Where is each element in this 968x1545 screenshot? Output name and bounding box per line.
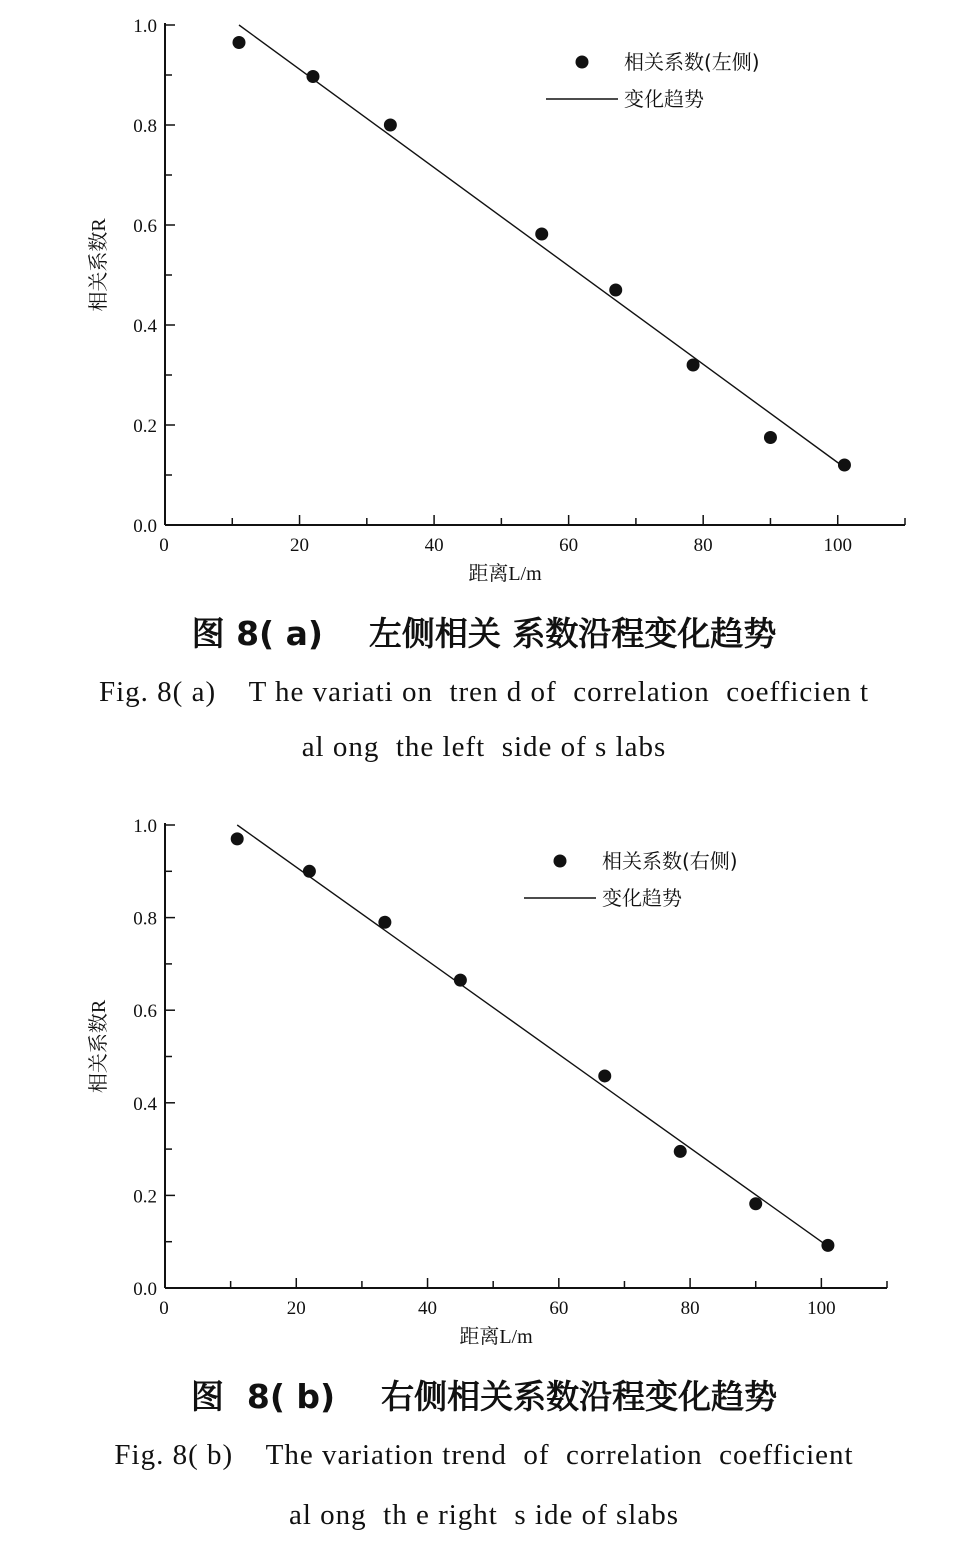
x-tick-label: 100	[807, 1298, 836, 1319]
figure-8a	[0, 0, 968, 772]
data-point	[674, 1145, 687, 1158]
data-point	[687, 359, 700, 372]
x-axis-title: 距离L/m	[468, 563, 542, 585]
caption-chinese: 图 8( b) 右侧相关系数沿程变化趋势	[190, 1377, 778, 1416]
x-axis-title: 距离L/m	[459, 1326, 533, 1348]
y-tick-label: 0.6	[133, 216, 157, 237]
data-point	[384, 119, 397, 132]
x-tick-label: 20	[290, 535, 310, 556]
data-point	[598, 1069, 611, 1082]
y-tick-label: 0.2	[133, 416, 157, 437]
caption-english-line1: Fig. 8( b) The variation trend of correlation coefficient	[114, 1439, 854, 1471]
data-point	[307, 70, 320, 83]
x-tick-label: 40	[424, 535, 444, 556]
y-tick-label: 0.8	[133, 116, 157, 137]
legend-label-line: 变化趋势	[624, 87, 704, 111]
data-point	[764, 431, 777, 444]
y-tick-label: 1.0	[133, 16, 157, 37]
y-tick-label: 0.0	[133, 516, 157, 537]
x-tick-label: 0	[159, 535, 169, 556]
y-tick-label: 0.6	[133, 1001, 157, 1023]
caption-chinese: 图 8( a) 左侧相关 系数沿程变化趋势	[191, 614, 777, 653]
x-tick-label: 40	[418, 1298, 438, 1319]
y-tick-label: 1.0	[133, 816, 157, 837]
y-tick-label: 0.4	[133, 316, 157, 337]
x-tick-label: 80	[680, 1298, 700, 1319]
legend-label-line: 变化趋势	[602, 886, 682, 910]
x-tick-label: 60	[549, 1298, 569, 1319]
data-point	[454, 974, 467, 987]
caption-english-line2: al ong the left side of s labs	[301, 731, 667, 763]
chart-right-side	[0, 800, 968, 1360]
data-point	[838, 459, 851, 472]
legend-marker-points	[576, 56, 589, 69]
y-axis-title: 相关系数R	[88, 218, 110, 312]
figure-8b	[0, 800, 968, 1545]
trend-line	[237, 825, 828, 1246]
x-tick-label: 100	[823, 535, 852, 556]
y-tick-label: 0.0	[133, 1279, 157, 1300]
legend-marker-points	[554, 855, 567, 868]
trend-line	[239, 25, 844, 468]
chart-left-side	[0, 0, 968, 600]
data-point	[233, 36, 246, 49]
x-tick-label: 80	[693, 535, 713, 556]
data-point	[378, 916, 391, 929]
data-point	[303, 865, 316, 878]
data-point	[535, 228, 548, 241]
data-point	[821, 1239, 834, 1252]
y-tick-label: 0.8	[133, 908, 157, 930]
x-tick-label: 0	[159, 1298, 169, 1319]
legend-label-points: 相关系数(左侧)	[624, 50, 760, 74]
y-tick-label: 0.4	[133, 1093, 157, 1115]
caption-english-line1: Fig. 8( a) T he variati on tren d of correlation coefficien t	[98, 676, 870, 708]
y-axis-title: 相关系数R	[88, 999, 110, 1094]
data-point	[749, 1197, 762, 1210]
legend-label-points: 相关系数(右侧)	[602, 849, 738, 873]
data-point	[231, 832, 244, 845]
x-tick-label: 60	[559, 535, 579, 556]
caption-english-line2: al ong th e right s ide of slabs	[288, 1499, 679, 1531]
data-point	[609, 284, 622, 297]
x-tick-label: 20	[286, 1298, 306, 1319]
y-tick-label: 0.2	[133, 1186, 157, 1208]
